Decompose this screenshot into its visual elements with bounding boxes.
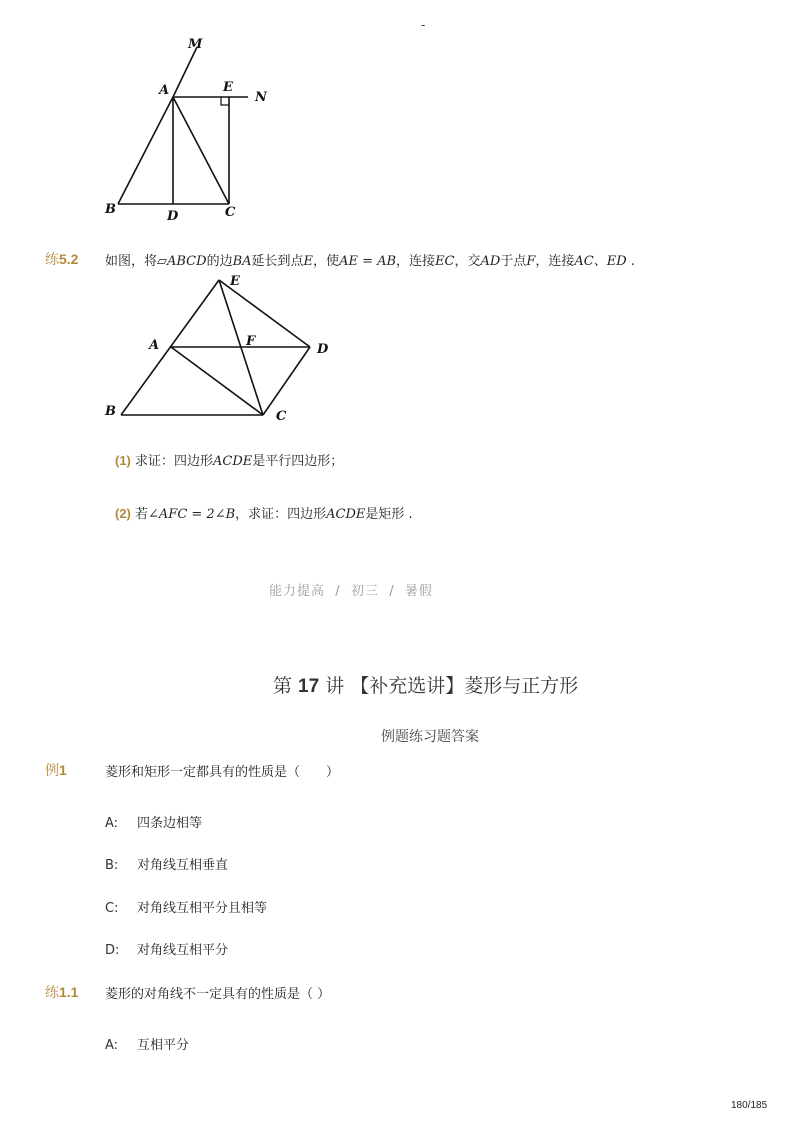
label-b: B <box>105 404 116 419</box>
figure-2-svg <box>100 268 340 428</box>
line-ab <box>118 97 173 204</box>
right-angle-mark <box>221 97 229 105</box>
line-am <box>173 47 197 97</box>
label-c: C <box>276 409 287 424</box>
label-n: N <box>255 90 267 105</box>
label-a: A <box>149 338 160 353</box>
label-d: D <box>167 209 179 224</box>
lecture-title: 第 17 讲 【补充选讲】菱形与正方形 <box>273 675 579 697</box>
line-dc <box>263 347 310 415</box>
example-1-label: 例1 <box>45 762 67 778</box>
sub-question-1: (1) 求证：四边形ACDE是平行四边形； <box>115 453 344 469</box>
figure-1 <box>100 30 280 230</box>
label-m: M <box>188 37 203 52</box>
line-ac <box>173 97 229 204</box>
figure-1-svg <box>100 30 280 230</box>
option-a: A: 四条边相等 <box>105 816 203 831</box>
line-ac <box>171 347 263 415</box>
label-f: F <box>246 334 256 349</box>
figure-2 <box>100 268 340 428</box>
section-title: 例题练习题答案 <box>381 729 479 745</box>
label-a: A <box>159 83 170 98</box>
label-e: E <box>223 80 233 95</box>
exercise-5-2-text: 如图，将▱ABCD的边BA延长到点E，使AE = AB，连接EC，交AD于点F，连接AC、ED . <box>105 254 635 269</box>
page-number: 180/185 <box>731 1100 768 1111</box>
sub-question-2: (2) 若∠AFC = 2∠B，求证：四边形ACDE是矩形 . <box>115 506 413 522</box>
option-b: B: 对角线互相垂直 <box>105 858 229 873</box>
breadcrumb: 能力提高 / 初三 / 暑假 <box>269 584 433 599</box>
exercise-1-1-text: 菱形的对角线不一定具有的性质是（ ） <box>105 987 331 1002</box>
exercise-5-2-label: 练5.2 <box>45 251 79 267</box>
label-b: B <box>105 202 116 217</box>
option-a: A: 互相平分 <box>105 1038 190 1053</box>
label-c: C <box>225 205 236 220</box>
label-d: D <box>317 342 329 357</box>
option-c: C: 对角线互相平分且相等 <box>105 901 268 916</box>
option-d: D: 对角线互相平分 <box>105 943 229 958</box>
label-e: E <box>230 274 240 289</box>
exercise-1-1-label: 练1.1 <box>45 984 79 1000</box>
line-ed <box>219 280 310 347</box>
example-1-text: 菱形和矩形一定都具有的性质是（ ） <box>105 765 340 780</box>
top-mark: - <box>421 18 426 32</box>
